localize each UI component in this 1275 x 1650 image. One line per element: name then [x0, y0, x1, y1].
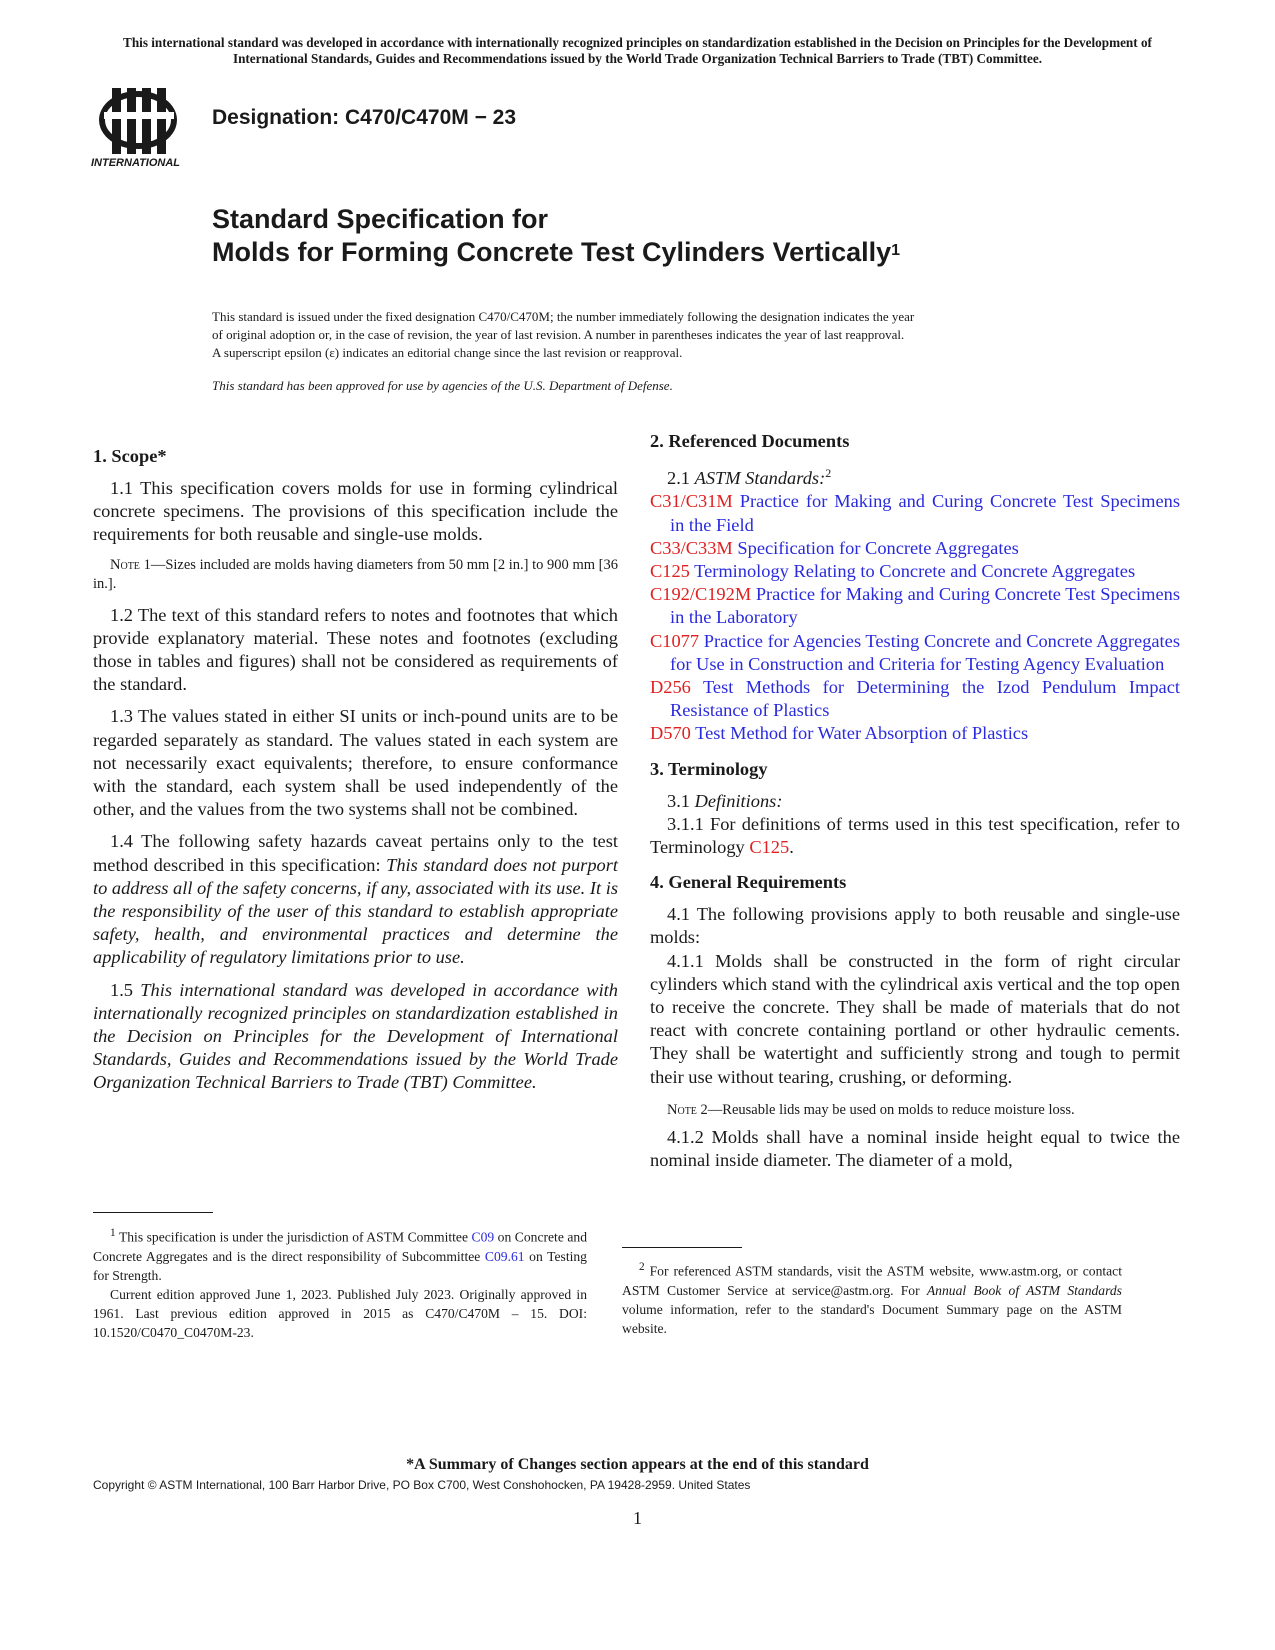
link-c09[interactable]: C09 [471, 1229, 495, 1245]
logo-subtext: INTERNATIONAL [91, 157, 181, 169]
reference-title-link[interactable]: Test Method for Water Absorption of Plastics [695, 723, 1029, 744]
astm-logo [90, 82, 190, 170]
paragraph-1-2: 1.2 The text of this standard refers to notes and footnotes that which provide explanatory material. These notes and footnotes (excluding those in tables and figures) shall not be considered as requirements of the standard. [93, 604, 618, 695]
link-c125-terminology[interactable]: C125 [749, 836, 790, 857]
footnote-2: $^2$ For referenced ASTM standards, visit the ASTM website, www.astm.org, or contact ASTM Customer Service at service@astm.org. For Annual Book of ASTM Standards volume information, refer to the standard's Document Summary page on the ASTM website. [622, 1261, 1122, 1336]
paragraph-1-4: 1.4 The following safety hazards caveat pertains only to the test method described in this specification: This standard does not purport to address all of the safety concerns, if any, associated with its use. It is the responsibility of the user of this standard to establish appropriate safety, health, and environmental practices and determine the applicability of regulatory limitations prior to use. [93, 831, 618, 968]
paragraph-1-3: 1.3 The values stated in either SI units or inch-pound units are to be regarded separately as standard. The values stated in each system are not necessarily exact equivalents; therefore, to ensure conformance with the standard, each system shall be used independently of the other, and the values from the two systems shall not be combined. [93, 706, 618, 820]
summary-of-changes-note: *A Summary of Changes section appears at the end of this standard [406, 1456, 869, 1473]
section-2-heading: 2. Referenced Documents [650, 431, 850, 451]
title-footnote-mark: 1 [891, 242, 901, 259]
right-column [650, 430, 1180, 1181]
reference-item [650, 537, 1180, 560]
paragraph-1-5: 1.5 This international standard was developed in accordance with internationally recognized principles on standardization established in the Decision on Principles for the Development of International Standards, Guides and Recommendations issued by the World Trade Organization Technical Barriers to Trade (TBT) Committee. [93, 979, 618, 1093]
reference-item [650, 583, 1180, 629]
reference-title-link[interactable]: Practice for Making and Curing Concrete Test Specimens in the Laboratory [670, 584, 1180, 628]
title-line-2: Molds for Forming Concrete Test Cylinders Vertically$^1$ [212, 237, 901, 267]
reference-code-link[interactable]: C1077 [650, 630, 700, 651]
note-2: Note 2—Reusable lids may be used on molds to reduce moisture loss. [667, 1101, 1075, 1118]
designation: Designation: C470/C470M − 23 [212, 106, 517, 129]
section-4-heading: 4. General Requirements [650, 872, 847, 893]
paragraph-4-1-1: 4.1.1 Molds shall be constructed in the form of right circular cylinders which stand with the cylindrical axis vertical and the top open to receive the concrete. They shall be made of materials that do not react with concrete containing portland or other hydraulic cements. They shall be watertight and sufficiently strong and tough to permit their use without tearing, crushing, or deforming. [650, 950, 1180, 1087]
wto-header-notice: This international standard was developed in accordance with internationally recognized principles on standardization established in the Decision on Principles for the Development of International Standards, Guides and Recommendations issued by the World Trade Organization Technical Barriers to Trade (TBT) Committee. [123, 35, 1152, 66]
left-column [93, 445, 618, 1104]
section-3-heading: 3. Terminology [650, 758, 768, 779]
link-c09-61[interactable]: C09.61 [484, 1248, 525, 1264]
reference-item [650, 490, 1180, 536]
paragraph-3-1-1: 3.1.1 For definitions of terms used in this test specification, refer to Terminology C125. [650, 813, 1180, 857]
copyright: Copyright © ASTM International, 100 Barr Harbor Drive, PO Box C700, West Conshohocken, PA 19428-2959. United States [93, 1478, 751, 1492]
reference-item [650, 676, 1180, 722]
reference-code-link[interactable]: C192/C192M [650, 584, 752, 605]
section-1-heading: 1. Scope* [93, 446, 167, 466]
reference-code-link[interactable]: C33/C33M [650, 537, 733, 558]
paragraph-4-1-2: 4.1.2 Molds shall have a nominal inside height equal to twice the nominal inside diameter. The diameter of a mold, [650, 1126, 1180, 1170]
page-number: 1 [633, 1508, 642, 1528]
document-title [212, 203, 900, 269]
title-line-1: Standard Specification for [212, 204, 549, 234]
dod-statement: This standard has been approved for use by agencies of the U.S. Department of Defense. [212, 378, 673, 393]
footnote-rule-right [622, 1247, 742, 1248]
footnote-1: $^1$ This specification is under the jurisdiction of ASTM Committee C09 on Concrete and Concrete Aggregates and is the direct responsibility of Subcommittee C09.61 on Testing for Strength. Current edition approved June 1, 2023. Published July 2023. Originally approved in 1961. Last previous edition approved in 2015 as C470/C470M – 15. DOI: 10.1520/C0470_C0470M-23. [93, 1227, 588, 1340]
reference-title-link[interactable]: Practice for Agencies Testing Concrete and Concrete Aggregates for Use in Construction and Criteria for Testing Agency Evaluation [670, 630, 1180, 674]
paragraph-1-1: 1.1 This specification covers molds for use in forming cylindrical concrete specimens. The provisions of this specification include the requirements for both reusable and single-use molds. [93, 478, 618, 545]
note-1: Note 1—Sizes included are molds having diameters from 50 mm [2 in.] to 900 mm [36 in.]. [93, 556, 618, 592]
reference-code-link[interactable]: D256 [650, 676, 691, 697]
issue-statement: This standard is issued under the fixed designation C470/C470M; the number immediately following the designation indicates the year of original adoption or, in the case of revision, the year of last revision. A number in parentheses indicates the year of last reapproval. A superscript epsilon (ε) indicates an editorial change since the last revision or reapproval. [212, 309, 915, 360]
paragraph-3-1: 3.1 Definitions: [667, 790, 783, 811]
reference-title-link[interactable]: Terminology Relating to Concrete and Concrete Aggregates [694, 560, 1136, 581]
reference-list [650, 490, 1180, 745]
footnote-rule-left [93, 1212, 213, 1213]
reference-title-link[interactable]: Specification for Concrete Aggregates [737, 537, 1019, 558]
reference-item [650, 630, 1180, 676]
reference-code-link[interactable]: C31/C31M [650, 491, 733, 512]
reference-item [650, 722, 1180, 745]
reference-item [650, 560, 1180, 583]
reference-code-link[interactable]: C125 [650, 560, 690, 581]
paragraph-2-1: 2.1 ASTM Standards:$^2$ [667, 466, 832, 489]
paragraph-4-1: 4.1 The following provisions apply to both reusable and single-use molds: [650, 904, 1180, 948]
reference-code-link[interactable]: D570 [650, 723, 691, 744]
reference-title-link[interactable]: Test Methods for Determining the Izod Pendulum Impact Resistance of Plastics [670, 676, 1180, 721]
reference-title-link[interactable]: Practice for Making and Curing Concrete Test Specimens in the Field [670, 491, 1180, 535]
